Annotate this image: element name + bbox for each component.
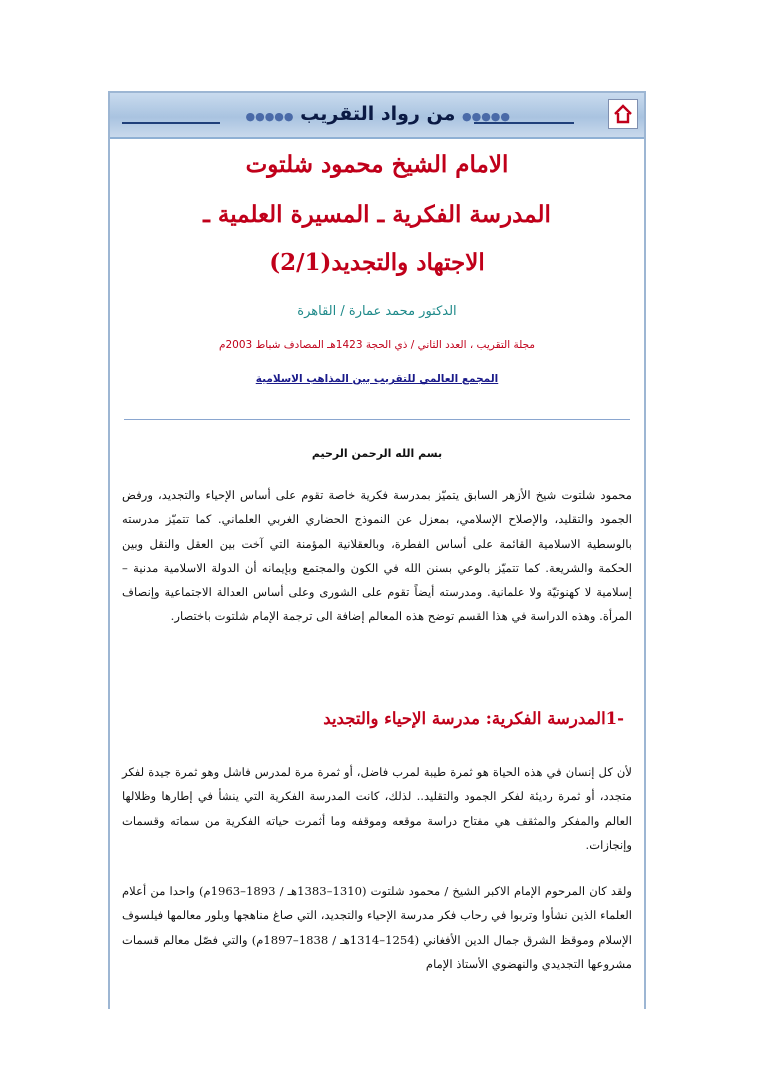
banner-line-left: [122, 122, 220, 124]
banner-title: [245, 99, 510, 129]
title-line-1: الامام الشيخ محمود شلتوت: [245, 151, 509, 178]
intro-paragraph: محمود شلتوت شيخ الأزهر السابق يتميّز بمدرسة فكرية خاصة تقوم على أساس الإحياء والتجديد، ورفض الجمود والتقليد، والإصلاح الإسلامي، بمعزل عن النموذج الحضاري الغربي العلماني. كما تتميّز مدرسته بالوسطية الاسلامية القائمة على أساس الفطرة، وبالعقلانية المؤمنة التي آخت بين العقل والنقل وبين الحكمة والشريعة. كما تتميّز بالوعي بسنن الله في الكون والمجتمع وبإيمانه أن الدولة الاسلامية مدنية – إسلامية لا كهنوتيّة ولا علمانية. ومدرسته أيضاً تقوم على الشورى وعلى أساس العدالة الاجتماعية وإنصاف المرأة. وهذه الدراسة في هذا القسم توضح هذه المعالم إضافة الى ترجمة الإمام شلتوت باختصار.: [122, 488, 632, 624]
paragraph-1: لأن كل إنسان في هذه الحياة هو ثمرة طيبة لمرب فاضل، أو ثمرة مرة لمدرس فاشل وهو ثمرة جيدة لفكر متجدد، أو ثمرة رديئة لفكر الجمود والتقليد.. لذلك، كانت المدرسة الفكرية التي ينشأ في إطارها وظلالها العالم والمفكر والمثقف هي مفتاح دراسة موقعه وموقفه وما أثمرت حياته الفكرية من سماته وقسمات وإنجازات.: [122, 765, 632, 852]
horizontal-divider: [124, 419, 630, 420]
banner-dots-right: ●●●●●: [462, 110, 510, 123]
author-line: الدكتور محمد عمارة / القاهرة: [297, 304, 457, 319]
document-page: [108, 91, 646, 1009]
basmala: بسم الله الرحمن الرحيم: [311, 447, 443, 460]
title-line-3: الاجتهاد والتجديد(2/1): [269, 249, 485, 276]
journal-citation: مجلة التقريب ، العدد الثاني / ذي الحجة 1423هـ المصادف شباط 2003م: [218, 339, 536, 351]
header-banner: [110, 93, 644, 139]
banner-dots-left: ●●●●●: [245, 110, 294, 123]
title-line-2: المدرسة الفكرية ـ المسيرة العلمية ـ: [203, 201, 551, 228]
assembly-link[interactable]: المجمع العالمي للتقريب بين المذاهب الاسلامية: [255, 373, 499, 385]
paragraph-2: ولقد كان المرحوم الإمام الاكبر الشيخ / محمود شلتوت (1310–1383هـ / 1893–1963م) واحدا من أعلام العلماء الذين نشأوا وتربوا في رحاب فكر مدرسة الإحياء والتجديد، التي صاغ مناهجها وبلور معالمها فيلسوف الإسلام وموقظ الشرق جمال الدين الأفغاني (1254–1314هـ / 1838–1897م) والتي فصّل معالم قسمات مشروعها التجديدي والنهضوي الأستاذ الإمام: [122, 884, 632, 971]
home-button[interactable]: [608, 99, 638, 129]
home-icon: [612, 103, 634, 125]
section-heading: -1المدرسة الفكرية: مدرسة الإحياء والتجديد: [323, 709, 624, 728]
banner-title-text: من رواد التقريب: [300, 103, 456, 125]
